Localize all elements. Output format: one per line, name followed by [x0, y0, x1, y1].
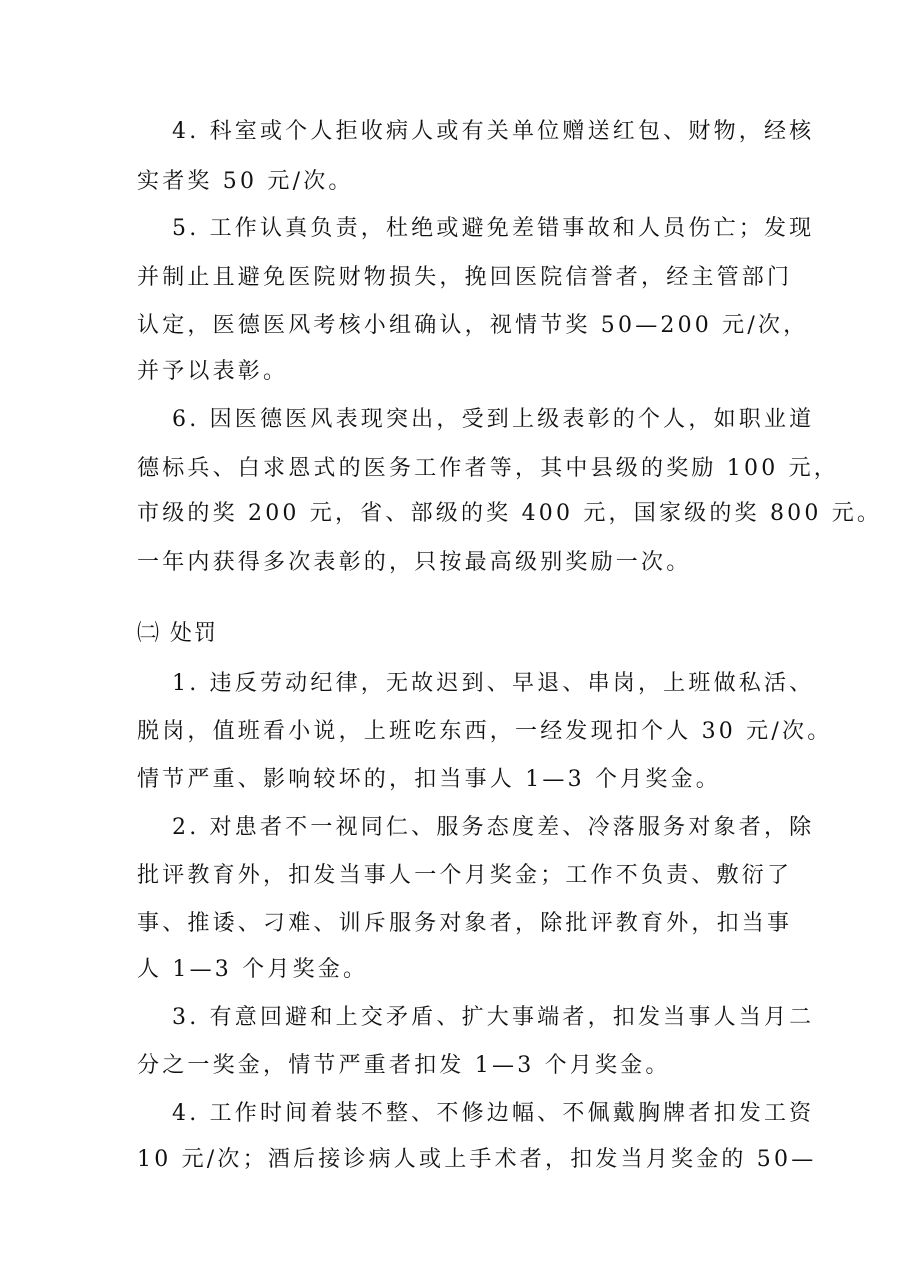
- text-line: 分之一奖金，情节严重者扣发 1—3 个月奖金。: [137, 1053, 671, 1078]
- text-line: 1. 违反劳动纪律，无故迟到、早退、串岗，上班做私活、: [172, 671, 815, 696]
- text-line: 德标兵、白求恩式的医务工作者等，其中县级的奖励 100 元，: [137, 456, 839, 481]
- text-line: 4. 科室或个人拒收病人或有关单位赠送红包、财物，经核: [172, 119, 815, 144]
- text-line: 批评教育外，扣发当事人一个月奖金；工作不负责、敷衍了: [137, 863, 793, 888]
- text-line: 5. 工作认真负责，杜绝或避免差错事故和人员伤亡；发现: [172, 216, 815, 241]
- text-line: 并予以表彰。: [137, 359, 289, 384]
- text-line: 市级的奖 200 元，省、部级的奖 400 元，国家级的奖 800 元。: [137, 501, 883, 526]
- text-line: 脱岗，值班看小说，上班吃东西，一经发现扣个人 30 元/次。: [137, 719, 833, 744]
- text-line: 6. 因医德医风表现突出，受到上级表彰的个人，如职业道: [172, 407, 815, 432]
- text-line: 实者奖 50 元/次。: [137, 169, 354, 194]
- section-heading: ㈡ 处罚: [137, 621, 218, 646]
- text-line: 情节严重、影响较坏的，扣当事人 1—3 个月奖金。: [137, 767, 721, 792]
- text-line: 4. 工作时间着装不整、不修边幅、不佩戴胸牌者扣发工资: [172, 1101, 815, 1126]
- text-line: 并制止且避免医院财物损失，挽回医院信誉者，经主管部门: [137, 265, 793, 290]
- text-line: 2. 对患者不一视同仁、服务态度差、冷落服务对象者，除: [172, 815, 815, 840]
- text-line: 认定，医德医风考核小组确认，视情节奖 50—200 元/次，: [137, 313, 809, 338]
- text-line: 人 1—3 个月奖金。: [137, 957, 369, 982]
- text-line: 事、推诿、刁难、训斥服务对象者，除批评教育外，扣当事: [137, 911, 793, 936]
- text-line: 一年内获得多次表彰的，只按最高级别奖励一次。: [137, 550, 692, 575]
- text-line: 3. 有意回避和上交矛盾、扩大事端者，扣发当事人当月二: [172, 1005, 815, 1030]
- text-line: 10 元/次；酒后接诊病人或上手术者，扣发当月奖金的 50—: [137, 1147, 817, 1172]
